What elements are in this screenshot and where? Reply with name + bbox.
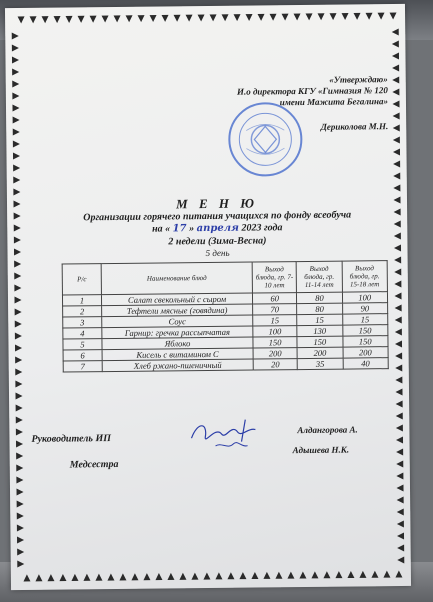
border-ornament [396, 400, 403, 407]
border-ornament [394, 292, 401, 299]
border-ornament [16, 476, 23, 483]
nurse-name: Адышева Н.К. [292, 444, 350, 456]
table-header-row [62, 261, 387, 295]
border-ornament [393, 148, 400, 155]
border-ornament [246, 14, 253, 21]
border-ornament [395, 352, 402, 359]
column-header-dish: Наименование блюд [101, 262, 252, 295]
border-ornament [102, 16, 109, 23]
border-ornament [395, 340, 402, 347]
cell-portion: 40 [343, 358, 389, 369]
approval-line-2: И.о директора КГУ «Гимназия № 120 [236, 85, 388, 97]
border-ornament [378, 13, 385, 20]
border-ornament [397, 520, 404, 527]
cell-portion: 130 [297, 325, 342, 336]
border-ornament [395, 388, 402, 395]
date-prefix: на « [152, 223, 171, 235]
cell-portion: 15 [297, 314, 342, 325]
border-ornament [174, 15, 181, 22]
column-header-age-15-18: Выход блюда, гр. 15-18 лет [342, 261, 388, 292]
cell-number: 2 [63, 306, 102, 317]
border-ornament [347, 571, 354, 578]
border-ornament [12, 92, 19, 99]
cell-dish: Тефтели мясные (говядина) [102, 304, 253, 317]
border-ornament [16, 404, 23, 411]
border-ornament [15, 392, 22, 399]
border-ornament [270, 14, 277, 21]
date-mid: » [189, 223, 195, 235]
cell-dish: Салат свекольный с сыром [101, 293, 252, 306]
column-header-age-7-10: Выход блюда, гр. 7-10 лет [252, 262, 297, 293]
border-ornament [13, 140, 20, 147]
border-ornament [342, 13, 349, 20]
cell-portion: 150 [342, 325, 388, 336]
border-ornament [15, 380, 22, 387]
menu-title: М Е Н Ю [176, 195, 259, 212]
border-ornament [126, 15, 133, 22]
border-ornament [397, 508, 404, 515]
border-ornament [17, 500, 24, 507]
border-ornament [282, 14, 289, 21]
border-ornament [14, 272, 21, 279]
menu-document [5, 4, 411, 590]
date-day: 17 [172, 223, 187, 235]
border-ornament [13, 188, 20, 195]
border-ornament [392, 100, 399, 107]
cell-portion: 60 [252, 293, 296, 304]
cell-number: 1 [62, 295, 101, 306]
border-ornament [396, 472, 403, 479]
border-ornament [393, 160, 400, 167]
cell-portion: 200 [253, 348, 297, 359]
border-ornament [179, 573, 186, 580]
border-ornament [167, 573, 174, 580]
cell-dish: Кисель с витамином С [102, 348, 253, 361]
border-ornament [396, 424, 403, 431]
border-ornament [395, 328, 402, 335]
border-ornament [258, 14, 265, 21]
cell-dish: Яблоко [102, 337, 253, 350]
border-ornament [335, 571, 342, 578]
border-ornament [393, 136, 400, 143]
cell-dish: Хлеб ржано-пшеничный [102, 359, 253, 372]
border-ornament [13, 128, 20, 135]
border-ornament [42, 16, 49, 23]
cell-dish: Соус [102, 315, 253, 328]
border-ornament [12, 56, 19, 63]
border-ornament [366, 13, 373, 20]
border-ornament [234, 14, 241, 21]
manager-name: Алдангорова А. [297, 424, 358, 436]
cell-number: 6 [63, 350, 102, 361]
border-ornament [392, 28, 399, 35]
border-ornament [71, 574, 78, 581]
border-ornament [397, 532, 404, 539]
border-ornament [12, 104, 19, 111]
border-ornament [138, 15, 145, 22]
border-ornament [394, 256, 401, 263]
border-ornament [239, 572, 246, 579]
border-ornament [203, 572, 210, 579]
border-ornament [395, 376, 402, 383]
border-ornament [330, 13, 337, 20]
border-ornament [16, 440, 23, 447]
border-ornament [17, 524, 24, 531]
border-ornament [17, 560, 24, 567]
cell-portion: 100 [342, 292, 388, 303]
border-ornament [395, 316, 402, 323]
border-ornament [13, 176, 20, 183]
border-ornament [251, 572, 258, 579]
border-ornament [66, 16, 73, 23]
border-ornament [395, 304, 402, 311]
nurse-label: Медсестра [69, 458, 119, 471]
border-ornament [107, 573, 114, 580]
cell-portion: 15 [253, 315, 297, 326]
border-ornament [16, 464, 23, 471]
border-ornament [16, 416, 23, 423]
border-ornament [30, 16, 37, 23]
border-ornament [311, 571, 318, 578]
cell-portion: 100 [253, 326, 297, 337]
border-ornament [131, 573, 138, 580]
border-ornament [15, 332, 22, 339]
border-ornament [397, 556, 404, 563]
border-ornament [395, 364, 402, 371]
handwritten-signature [185, 415, 275, 456]
border-ornament [78, 16, 85, 23]
border-ornament [14, 284, 21, 291]
border-ornament [90, 16, 97, 23]
border-ornament [275, 572, 282, 579]
border-ornament [15, 308, 22, 315]
border-ornament [396, 448, 403, 455]
column-header-number: Р/с [62, 264, 101, 295]
border-ornament [318, 13, 325, 20]
border-ornament [15, 368, 22, 375]
border-ornament [215, 572, 222, 579]
border-ornament [299, 571, 306, 578]
cell-portion: 200 [297, 347, 342, 358]
border-ornament [392, 40, 399, 47]
border-ornament [12, 68, 19, 75]
border-ornament [396, 436, 403, 443]
border-ornament [396, 412, 403, 419]
cell-dish: Гарнир: гречка рассыпчатая [102, 326, 253, 339]
border-ornament [186, 15, 193, 22]
border-ornament [54, 16, 61, 23]
border-ornament [114, 15, 121, 22]
menu-table [62, 260, 389, 372]
border-ornament [14, 260, 21, 267]
cell-portion: 200 [343, 347, 389, 358]
border-ornament [15, 344, 22, 351]
border-ornament [390, 13, 397, 20]
cell-number: 3 [63, 317, 102, 328]
border-ornament [392, 76, 399, 83]
border-ornament [392, 52, 399, 59]
border-ornament [16, 452, 23, 459]
border-ornament [47, 574, 54, 581]
cell-number: 7 [63, 361, 102, 372]
cell-portion: 90 [342, 303, 388, 314]
menu-day: 5 день [205, 247, 230, 259]
border-ornament [13, 116, 20, 123]
border-ornament [16, 488, 23, 495]
border-ornament [393, 172, 400, 179]
border-ornament [392, 88, 399, 95]
border-ornament [222, 14, 229, 21]
border-ornament [143, 573, 150, 580]
border-ornament [17, 512, 24, 519]
border-ornament [12, 80, 19, 87]
border-ornament [95, 574, 102, 581]
border-ornament [395, 570, 402, 577]
border-ornament [287, 572, 294, 579]
cell-portion: 35 [297, 358, 342, 369]
official-seal-stamp [226, 100, 305, 179]
menu-subtitle: Организации горячего питания учащихся по фонду всеобуча [83, 209, 352, 224]
border-ornament [35, 574, 42, 581]
border-ornament [155, 573, 162, 580]
border-ornament [394, 280, 401, 287]
border-ornament [16, 428, 23, 435]
border-ornament [396, 460, 403, 467]
cell-number: 5 [63, 339, 102, 350]
border-ornament [150, 15, 157, 22]
cell-number: 4 [63, 328, 102, 339]
border-ornament [83, 574, 90, 581]
border-ornament [12, 44, 19, 51]
border-ornament [227, 572, 234, 579]
border-ornament [23, 574, 30, 581]
border-ornament [371, 571, 378, 578]
border-ornament [17, 536, 24, 543]
border-ornament [198, 15, 205, 22]
border-ornament [13, 152, 20, 159]
border-ornament [18, 16, 25, 23]
approval-line-1: «Утверждаю» [329, 74, 388, 85]
cell-portion: 150 [342, 336, 388, 347]
border-ornament [397, 544, 404, 551]
cell-portion: 15 [342, 314, 388, 325]
border-ornament [394, 268, 401, 275]
border-ornament [306, 13, 313, 20]
border-ornament [294, 14, 301, 21]
border-ornament [392, 64, 399, 71]
cell-portion: 80 [297, 303, 342, 314]
border-ornament [393, 112, 400, 119]
border-ornament [15, 320, 22, 327]
approval-line-3: имени Мажита Бегалина» [279, 96, 389, 108]
cell-portion: 80 [297, 292, 342, 303]
date-year: 2023 года [241, 222, 283, 234]
border-ornament [359, 571, 366, 578]
menu-week: 2 недели (Зима-Весна) [168, 235, 267, 248]
border-ornament [263, 572, 270, 579]
cell-portion: 20 [253, 359, 297, 370]
border-ornament [162, 15, 169, 22]
border-ornament [393, 124, 400, 131]
border-ornament [14, 296, 21, 303]
border-ornament [13, 164, 20, 171]
cell-portion: 70 [253, 304, 297, 315]
approval-line-4: Дериколова М.Н. [320, 121, 389, 132]
border-ornament [383, 571, 390, 578]
border-ornament [59, 574, 66, 581]
border-ornament [393, 184, 400, 191]
column-header-age-11-14: Выход блюда, гр. 11-14 лет [296, 261, 342, 292]
border-ornament [396, 484, 403, 491]
border-ornament [17, 548, 24, 555]
border-ornament [323, 571, 330, 578]
border-ornament [191, 573, 198, 580]
border-ornament [12, 32, 19, 39]
date-month: апреля [196, 222, 240, 235]
border-ornament [354, 13, 361, 20]
border-ornament [397, 496, 404, 503]
border-ornament [210, 14, 217, 21]
cell-portion: 150 [253, 337, 297, 348]
manager-label: Руководитель ИП [31, 433, 112, 445]
border-ornament [119, 573, 126, 580]
cell-portion: 150 [297, 336, 342, 347]
border-ornament [15, 356, 22, 363]
